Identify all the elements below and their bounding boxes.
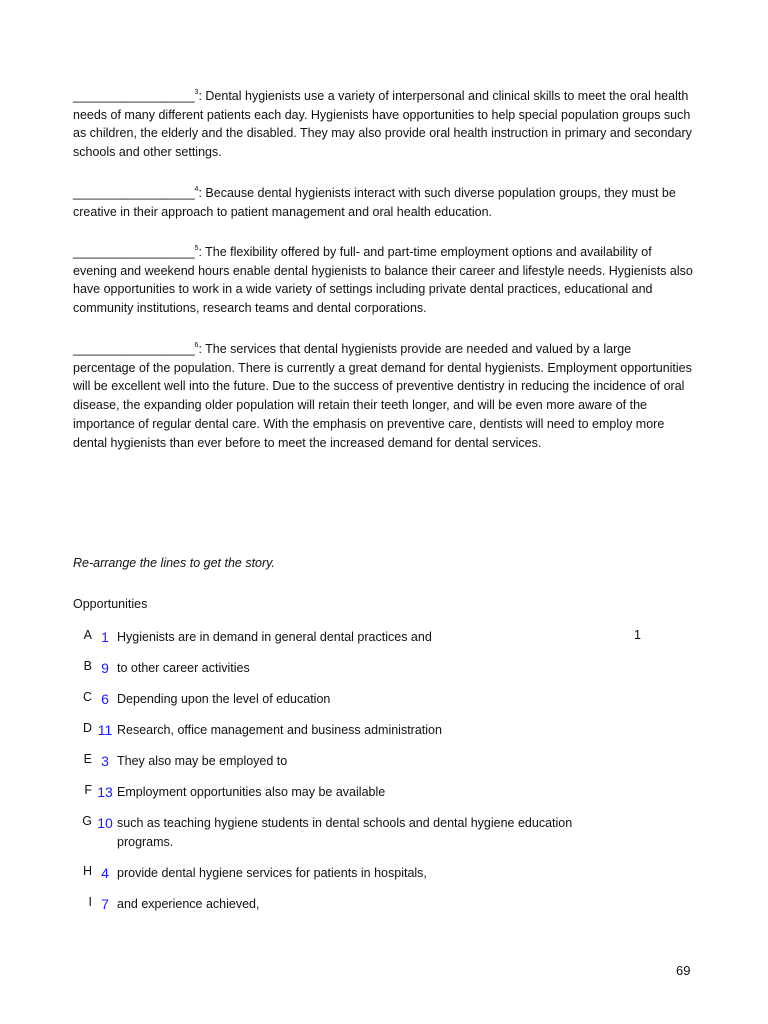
line-item-i	[0, 895, 768, 915]
paragraph-4	[73, 184, 695, 221]
order-marker: 1	[634, 628, 641, 642]
line-item-a	[0, 628, 768, 648]
handwritten-answer[interactable]: 1	[101, 629, 109, 645]
paragraph-text: : Because dental hygienists interact with such diverse population groups, they must be creative in their approach to patient management and oral health education.	[73, 186, 676, 219]
paragraph-text: : Dental hygienists use a variety of interpersonal and clinical skills to meet the oral health needs of many different patients each day. Hygienists have opportunities to help special population groups such as children, the elderly and the disabled. They may also provide oral health instruction in primary and secondary schools and other settings.	[73, 89, 692, 160]
footnote-marker: 3	[194, 88, 199, 96]
handwritten-answer[interactable]: 3	[101, 753, 109, 769]
paragraph-3	[73, 87, 695, 162]
footnote-marker: 4	[194, 185, 199, 193]
handwritten-answer[interactable]: 6	[101, 691, 109, 707]
paragraph-5	[73, 243, 695, 318]
handwritten-answer[interactable]: 11	[97, 722, 113, 738]
line-text: Depending upon the level of education	[117, 692, 331, 706]
paragraph-text: : The services that dental hygienists provide are needed and valued by a large percentage of the population. There is currently a great demand for dental hygienists. Employment opportunities will be excellent well into the future. Due to the success of preventive dentistry in reducing the incidence of oral disease, the expanding older population will retain their teeth longer, and will be even more aware of the importance of regular dental care. With the emphasis on preventive care, dentists will need to employ more dental hygienists than ever before to meet the increased demand for dental services.	[73, 342, 692, 450]
line-item-g	[0, 814, 768, 852]
line-text: provide dental hygiene services for patients in hospitals,	[117, 866, 427, 880]
fill-in-blank: __________________	[73, 186, 195, 200]
line-letter: C	[82, 690, 92, 704]
line-text: and experience achieved,	[117, 897, 260, 911]
line-text: Employment opportunities also may be available	[117, 785, 386, 799]
line-letter: F	[84, 783, 92, 797]
fill-in-blank: __________________	[73, 245, 195, 259]
instruction: Re-arrange the lines to get the story.	[73, 556, 275, 570]
handwritten-answer[interactable]: 10	[97, 815, 113, 831]
section-heading: Opportunities	[73, 597, 148, 611]
fill-in-blank: __________________	[73, 89, 195, 103]
line-text: They also may be employed to	[117, 754, 288, 768]
line-text: Hygienists are in demand in general dental practices and	[117, 630, 432, 644]
paragraph-text: : The flexibility offered by full- and part-time employment options and availability of evening and weekend hours enable dental hygienists to balance their career and lifestyle needs. Hygienists also have opportunities to work in a wide variety of settings including private dental practices, educational and community institutions, research teams and dental corporations.	[73, 245, 693, 316]
line-letter: B	[83, 659, 92, 673]
line-text: Research, office management and business administration	[117, 723, 442, 737]
line-letter: D	[82, 721, 92, 735]
line-letter: G	[82, 814, 92, 828]
line-item-e	[0, 752, 768, 772]
handwritten-answer[interactable]: 9	[101, 660, 109, 676]
line-text: to other career activities	[117, 661, 250, 675]
line-text: such as teaching hygiene students in dental schools and dental hygiene education programs.	[117, 816, 573, 849]
line-item-h	[0, 864, 768, 884]
fill-in-blank: __________________	[73, 342, 195, 356]
handwritten-answer[interactable]: 13	[97, 784, 113, 800]
footnote-marker: 6	[194, 341, 199, 349]
line-letter: A	[83, 628, 92, 642]
line-item-b	[0, 659, 768, 679]
paragraph-6	[73, 340, 695, 452]
footnote-marker: 5	[194, 244, 199, 252]
line-item-c	[0, 690, 768, 710]
line-letter: E	[83, 752, 92, 766]
line-letter: I	[88, 895, 92, 909]
handwritten-answer[interactable]: 7	[101, 896, 109, 912]
line-item-d	[0, 721, 768, 741]
line-item-f	[0, 783, 768, 803]
handwritten-answer[interactable]: 4	[101, 865, 109, 881]
line-letter: H	[82, 864, 92, 878]
page-number: 69	[676, 963, 691, 978]
